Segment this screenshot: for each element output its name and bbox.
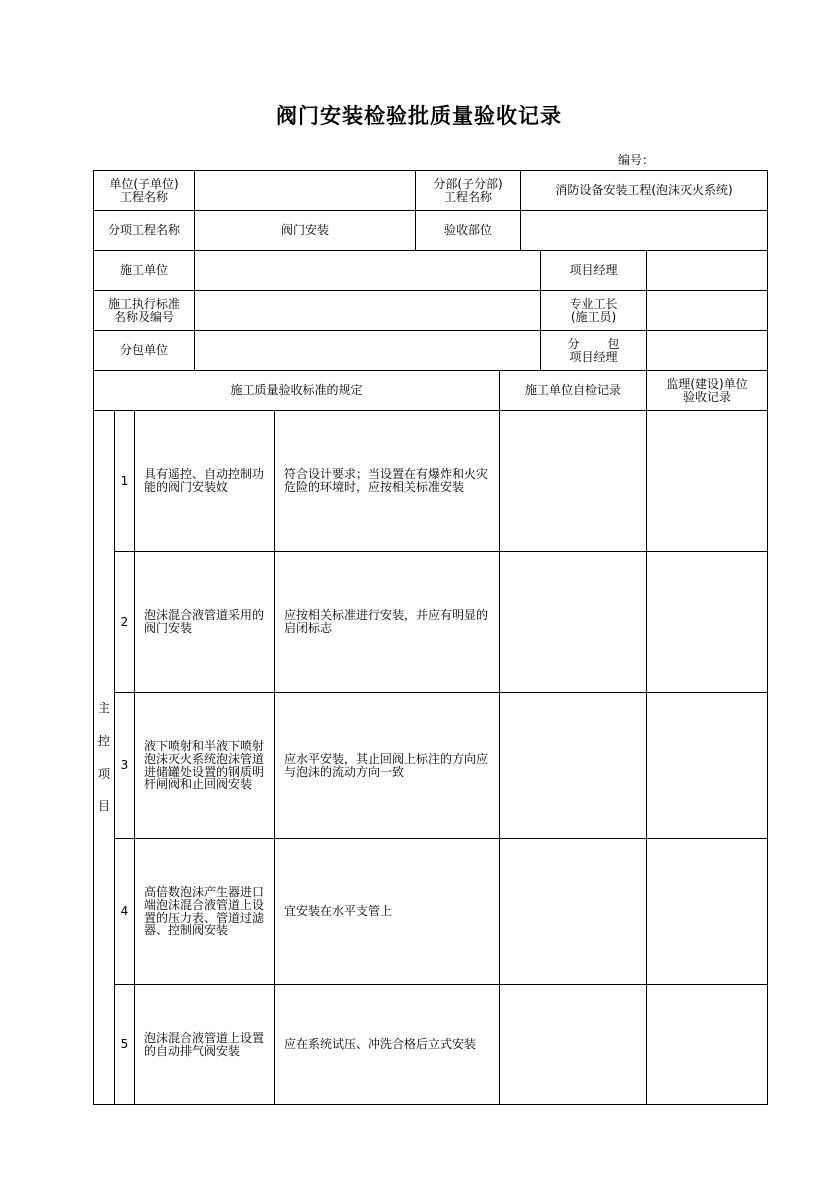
item-name: 高倍数泡沫产生器进口端泡沫混合液管道上设置的压力表、管道过滤器、控制阀安装 <box>144 885 265 938</box>
sub-pm-field[interactable] <box>647 331 767 370</box>
construction-unit-label: 施工单位 <box>119 263 168 278</box>
project-manager-field[interactable] <box>647 251 767 290</box>
item-requirement: 宜安装在水平支管上 <box>284 904 393 919</box>
division-value[interactable]: 消防设备安装工程(泡沫灭火系统) <box>555 183 733 198</box>
item-number: 5 <box>120 1037 129 1052</box>
item-name: 泡沫混合液管道上设置的自动排气阀安装 <box>144 1030 265 1058</box>
subcontract-field[interactable] <box>195 331 540 370</box>
unit-name-label-line1: 单位(子单位) <box>109 176 179 191</box>
item-number: 2 <box>120 614 129 629</box>
subcontract-label: 分包单位 <box>119 343 168 358</box>
sub-pm-label <box>541 331 646 370</box>
standard-label-line1: 施工执行标准 <box>107 296 180 311</box>
standard-label-line2: 名称及编号 <box>113 309 174 324</box>
division-label-line1: 分部(子分部) <box>433 176 503 191</box>
item-name: 泡沫混合液管道采用的阀门安装 <box>144 608 265 635</box>
self-check-field[interactable] <box>500 839 646 984</box>
subitem-label: 分项工程名称 <box>107 223 180 238</box>
self-check-column-header: 施工单位自检记录 <box>524 383 621 398</box>
supervision-header-line1: 监理(建设)单位 <box>666 376 748 391</box>
item-requirement: 应在系统试压、冲洗合格后立式安装 <box>284 1037 477 1052</box>
item-name: 液下喷射和半液下喷射泡沫灭火系统泡沫管道进储罐处设置的钢质明杆闸阀和止回阀安装 <box>144 739 265 792</box>
foreman-field[interactable] <box>647 291 767 330</box>
unit-name-label <box>94 171 194 210</box>
item-requirement: 应水平安装，其止回阀上标注的方向应与泡沫的流动方向一致 <box>284 751 489 779</box>
item-requirement: 符合设计要求；当设置在有爆炸和火灾危险的环境时，应按相关标准安装 <box>284 467 489 494</box>
self-check-field[interactable] <box>500 693 646 838</box>
supervision-column-header <box>647 371 767 410</box>
standard-label <box>94 291 194 330</box>
acceptance-part-field[interactable] <box>521 211 767 250</box>
foreman-label <box>541 291 646 330</box>
item-number: 4 <box>120 904 129 919</box>
supervision-header-line2: 验收记录 <box>682 389 731 404</box>
supervision-field[interactable] <box>647 552 767 692</box>
grid-line <box>93 1104 768 1105</box>
supervision-field[interactable] <box>647 985 767 1104</box>
grid-line <box>767 170 768 1105</box>
standard-column-header: 施工质量验收标准的规定 <box>230 383 363 398</box>
supervision-field[interactable] <box>647 693 767 838</box>
foreman-label-line2: (施工员) <box>570 309 617 324</box>
division-label-line2: 工程名称 <box>443 189 492 204</box>
unit-name-label-line2: 工程名称 <box>119 189 168 204</box>
acceptance-part-label: 验收部位 <box>443 223 492 238</box>
subitem-value[interactable]: 阀门安装 <box>280 223 329 238</box>
page-title: 阀门安装检验批质量验收记录 <box>276 104 562 128</box>
self-check-field[interactable] <box>500 552 646 692</box>
project-manager-label: 项目经理 <box>569 263 618 278</box>
item-requirement: 应按相关标准进行安装，并应有明显的启闭标志 <box>284 608 489 635</box>
item-name: 具有遥控、自动控制功能的阀门安装妏 <box>144 467 265 494</box>
supervision-field[interactable] <box>647 839 767 984</box>
sub-pm-label-line2: 项目经理 <box>569 349 618 364</box>
sub-pm-label-line1: 分 包 <box>567 336 620 351</box>
item-number: 1 <box>120 473 129 488</box>
item-number: 3 <box>120 758 129 773</box>
supervision-field[interactable] <box>647 411 767 551</box>
standard-field[interactable] <box>195 291 540 330</box>
main-control-section-label: 主 控 项 目 <box>97 701 110 814</box>
self-check-field[interactable] <box>500 985 646 1104</box>
construction-unit-field[interactable] <box>195 251 540 290</box>
unit-name-field[interactable] <box>195 171 415 210</box>
division-label <box>416 171 520 210</box>
foreman-label-line1: 专业工长 <box>569 296 618 311</box>
self-check-field[interactable] <box>500 411 646 551</box>
serial-number-label: 编号： <box>618 153 655 167</box>
